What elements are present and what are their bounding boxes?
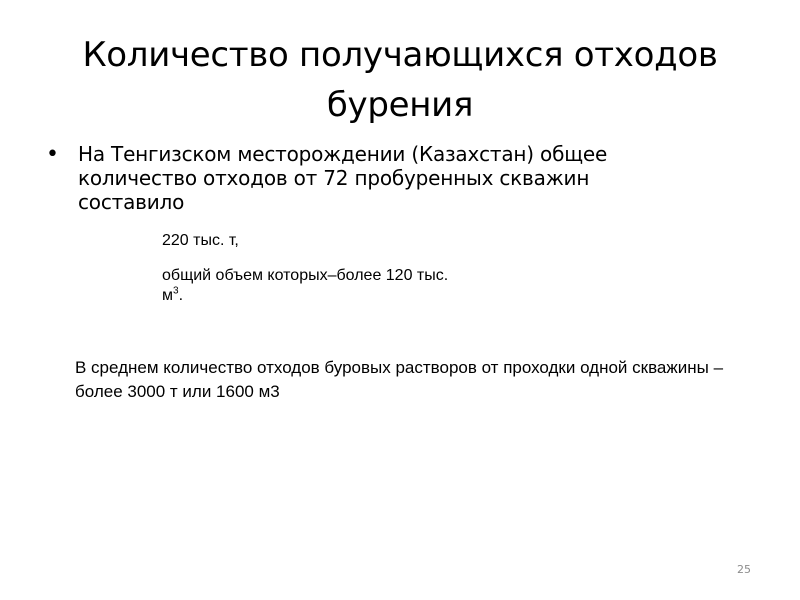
bullet-icon: • bbox=[46, 142, 59, 167]
volume-text bbox=[162, 266, 462, 306]
bullet-text: На Тенгизском месторождении (Казахстан) общее количество отходов от 72 пробуренных скважин составило bbox=[78, 142, 608, 214]
slide-title: Количество получающихся отходов бурения bbox=[82, 35, 718, 125]
average-text: В среднем количество отходов буровых растворов от проходки одной скважины – более 3000 т или 1600 м3 bbox=[75, 358, 724, 401]
bullet-item bbox=[46, 142, 686, 214]
volume-prefix: общий объем которых–более 120 тыс. м bbox=[162, 267, 449, 304]
volume-suffix: . bbox=[178, 287, 184, 304]
page-number: 25 bbox=[737, 563, 751, 576]
volume-exponent: 3 bbox=[173, 285, 179, 297]
amount-text: 220 тыс. т, bbox=[162, 232, 239, 249]
